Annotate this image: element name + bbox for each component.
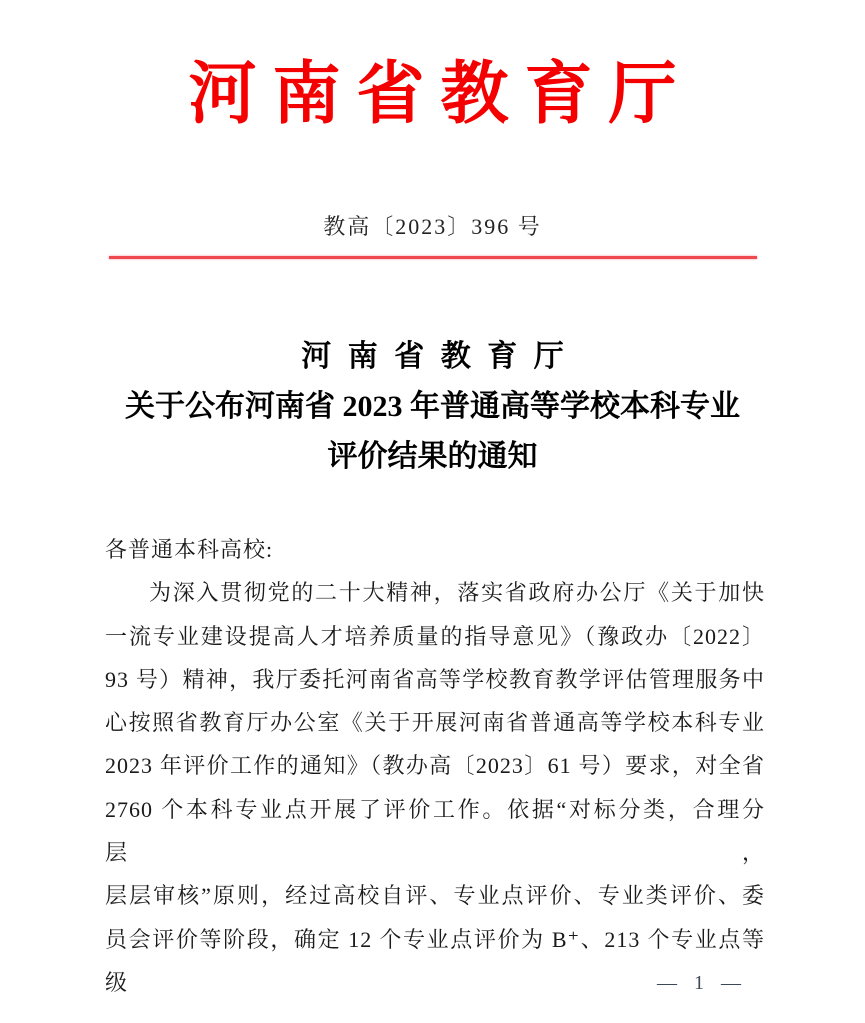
paragraph-line: 93 号）精神，我厅委托河南省高等学校教育教学评估管理服务中 bbox=[105, 666, 765, 692]
document-title-line1: 河南省教育厅 bbox=[301, 340, 581, 373]
paragraph-line: 一流专业建设提高人才培养质量的指导意见》（豫政办〔2022〕 bbox=[105, 623, 765, 649]
letterhead-org-title: 河南省教育厅 bbox=[188, 56, 693, 132]
document-number: 教高〔2023〕396 号 bbox=[323, 214, 542, 239]
red-divider-line bbox=[109, 256, 757, 259]
paragraph-line: 心按照省教育厅办公室《关于开展河南省普通高等学校本科专业 bbox=[105, 710, 765, 736]
document-title bbox=[0, 332, 865, 482]
document-title-line3: 评价结果的通知 bbox=[327, 440, 538, 473]
paragraph-line: 为深入贯彻党的二十大精神，落实省政府办公厅《关于加快 bbox=[149, 580, 765, 606]
salutation-line: 各普通本科高校: bbox=[105, 537, 274, 562]
document-body bbox=[0, 528, 865, 1004]
paragraph-line: 员会评价等阶段，确定 12 个专业点评价为 B⁺、213 个专业点等级 bbox=[105, 926, 765, 995]
paragraph-line: 层层审核”原则，经过高校自评、专业点评价、专业类评价、委 bbox=[105, 883, 765, 909]
paragraph-line: 2023 年评价工作的通知》（教办高〔2023〕61 号）要求，对全省 bbox=[105, 753, 765, 779]
document-title-line2: 关于公布河南省 2023 年普通高等学校本科专业 bbox=[125, 390, 740, 423]
page-number: — 1 — bbox=[657, 972, 747, 994]
paragraph-line: 2760 个本科专业点开展了评价工作。依据“对标分类，合理分层， bbox=[105, 796, 765, 866]
